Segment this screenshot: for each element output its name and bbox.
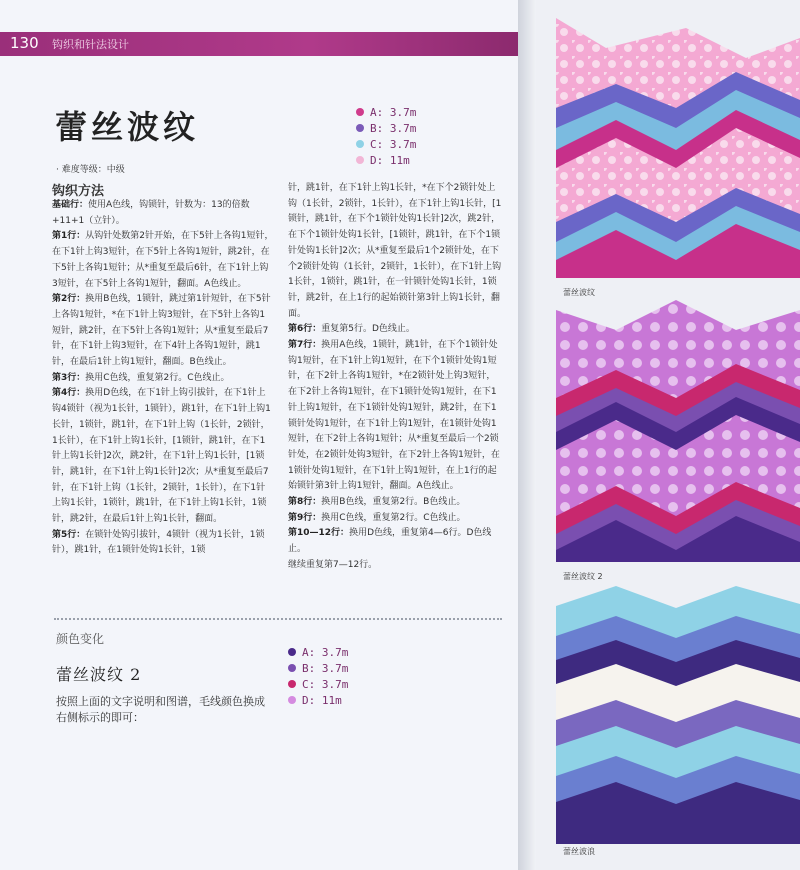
- yarn-color-swatch: [356, 140, 364, 148]
- yarn-amount: B: 3.7m: [370, 121, 417, 135]
- instruction-text: 换用A色线，1锁针，跳1针，在下个1锁针处钩1短针，在下1针上钩1短针，在下个1锁针处钩1短针，在下2针上各钩1短针，*在2锁针处上钩3短针，在下2针上各钩1短针，在下1锁针处钩1短针，在下1针上钩1短针，在下1锁针处钩1短针，跳2针，在下1锁针处钩1短针，在下1针上钩1短针，在1锁针处钩1短针，在下2针上各钩1短针；从*重复至最后一个2锁针处，在2锁针处钩3短针，在下2针上各钩1短针，在1锁针处钩1短针，在下1针上钩1短针，在上1行的起始锁针第3针上钩1短针，翻面。A色线止。: [288, 340, 500, 492]
- row-label: 基础行：: [52, 200, 89, 210]
- row-label: 第1行：: [52, 231, 86, 242]
- yarn-row: [356, 104, 416, 120]
- row-label: 第7行：: [288, 340, 322, 351]
- chapter-title: 钩织和针法设计: [52, 38, 129, 51]
- yarn-row: [356, 120, 416, 136]
- photo-caption-1: 蕾丝波纹: [563, 288, 595, 297]
- page-header: [0, 32, 518, 56]
- yarn-amount: A: 3.7m: [302, 645, 349, 659]
- instruction-paragraph: [288, 526, 502, 557]
- instruction-paragraph: [52, 528, 274, 559]
- instruction-text: 换用D色线，重复第4—6行。D色线止。: [288, 528, 492, 555]
- instruction-text: 换用B色线，1锁针，跳过第1针短针，在下5针上各钩1短针，*在下1针上钩3短针，在下5针上各钩1短针，跳2针，在下5针上各钩1短针；从*重复至最后7针，在下1针上钩3短针，在下4针上各钩1短针，跳1针，在最后1针上钩1短针，翻面。B色线止。: [52, 294, 271, 368]
- instruction-paragraph: [288, 511, 502, 527]
- instruction-text: 换用B色线，重复第2行。B色线止。: [321, 497, 466, 508]
- instruction-paragraph: [288, 181, 502, 322]
- row-label: 第3行：: [52, 372, 86, 383]
- yarn-color-swatch: [288, 664, 296, 672]
- instruction-text: 使用A色线，钩锁针，针数为：13的倍数+11+1（立针）。: [52, 200, 250, 226]
- instruction-text: 换用C色线，重复第2行。C色线止。: [85, 372, 230, 383]
- page-number: 130: [10, 34, 39, 52]
- swatch-photo-lace-ripple-2: [556, 300, 800, 562]
- variation-heading: 颜色变化: [56, 632, 105, 646]
- yarn-amount: C: 3.7m: [370, 137, 417, 151]
- yarn-amount: C: 3.7m: [302, 677, 349, 691]
- yarn-color-swatch: [288, 696, 296, 704]
- row-label: 第10—12行：: [288, 528, 350, 539]
- instruction-text: 在锁针处钩引拔针，4锁针（视为1长针，1锁针），跳1针，在1锁针处钩1长针，1锁: [52, 529, 265, 556]
- yarn-row: [288, 660, 348, 676]
- method-heading: 钩织方法: [52, 184, 105, 199]
- row-label: 第5行：: [52, 529, 86, 540]
- instructions-right-column: [288, 181, 502, 574]
- yarn-color-swatch: [288, 680, 296, 688]
- row-label: 第6行：: [288, 324, 322, 335]
- instruction-paragraph: [52, 371, 274, 387]
- instruction-paragraph: [288, 322, 502, 338]
- instruction-text: 重复第5行。D色线止。: [321, 324, 415, 335]
- instruction-text: 针，跳1针，在下1针上钩1长针，*在下个2锁针处上钩（1长针，2锁针，1长针），在下1针上钩1长针，[1锁针，跳1针，在下个1锁针处钩1长针]2次，跳2针，在下个1锁针处钩1长针，[1锁针，跳1针，在下个1锁针处钩1长针]2次；从*重复至最后1个2锁针处，在下个2锁针处钩（1长针，2锁针，1长针），在下1针上钩1长针，1锁针，跳1针，在一针锁针处钩1长针，1锁针，跳2针，在上1行的起始锁针第3针上钩1长针，翻面。: [288, 183, 502, 319]
- swatch-photo-lace-ripple: [556, 8, 800, 278]
- instruction-paragraph: [52, 292, 274, 371]
- instructions-left-column: [52, 198, 274, 559]
- yarn-row: [288, 692, 348, 708]
- row-label: 第9行：: [288, 512, 322, 523]
- instruction-paragraph: [288, 558, 502, 574]
- yarn-row: [356, 152, 416, 168]
- yarn-amount: D: 11m: [370, 153, 410, 167]
- instruction-text: 继续重复第7—12行。: [288, 559, 378, 570]
- instruction-paragraph: [288, 495, 502, 511]
- yarn-row: [356, 136, 416, 152]
- row-label: 第2行：: [52, 294, 86, 305]
- row-label: 第8行：: [288, 497, 322, 508]
- yarn-amount: D: 11m: [302, 693, 342, 707]
- variation-yarn-list: [288, 644, 348, 708]
- pattern-title: 蕾丝波纹: [55, 108, 200, 146]
- yarn-color-swatch: [356, 156, 364, 164]
- variation-title: 蕾丝波纹 2: [56, 665, 142, 684]
- variation-description: 按照上面的文字说明和图谱，毛线颜色换成右侧标示的即可：: [56, 695, 265, 724]
- instruction-paragraph: [52, 229, 274, 292]
- photo-caption-2: 蕾丝波纹 2: [563, 572, 603, 581]
- difficulty-level: · 难度等级：中级: [56, 165, 125, 175]
- yarn-amount: B: 3.7m: [302, 661, 349, 675]
- instruction-text: 从钩针处数第2针开始，在下5针上各钩1短针，在下1针上钩3短针，在下5针上各钩1短针，跳2针，在下5针上各钩1短针；从*重复至最后6针，在下1针上钩3短针，在下5针上各钩1短针，翻面。A色线止。: [52, 231, 274, 289]
- yarn-row: [288, 644, 348, 660]
- instruction-paragraph: [288, 338, 502, 495]
- yarn-color-swatch: [356, 108, 364, 116]
- instruction-paragraph: [52, 198, 274, 229]
- yarn-color-swatch: [288, 648, 296, 656]
- instruction-paragraph: [52, 386, 274, 527]
- swatch-photo-lace-wave: [556, 586, 800, 844]
- yarn-row: [288, 676, 348, 692]
- photo-caption-3: 蕾丝波浪: [563, 847, 595, 856]
- row-label: 第4行：: [52, 388, 86, 399]
- yarn-amount: A: 3.7m: [370, 105, 417, 119]
- yarn-color-swatch: [356, 124, 364, 132]
- section-divider: [54, 618, 502, 620]
- instruction-text: 换用C色线，重复第2行。C色线止。: [321, 512, 466, 523]
- yarn-list: [356, 104, 416, 168]
- instruction-text: 换用D色线，在下1针上钩引拔针，在下1针上钩4锁针（视为1长针，1锁针），跳1针，在下1针上钩1长针，1锁针，跳1针，在下1针上钩（1长针，2锁针，1长针），在下1针上钩1长针，[1锁针，跳1针，在下1针上钩1长针]2次，跳2针，在下1针上钩1长针，[1锁针，跳1针，在下1针上钩1长针]2次；从*重复至最后7针，在下1针上钩（1长针，2锁针，1长针），在下1针上钩1长针，1锁针，跳1针，在下1针上钩1长针，1锁针，跳2针，在最后1针上钩1长针，翻面。: [52, 388, 271, 525]
- page-gutter: [518, 0, 536, 870]
